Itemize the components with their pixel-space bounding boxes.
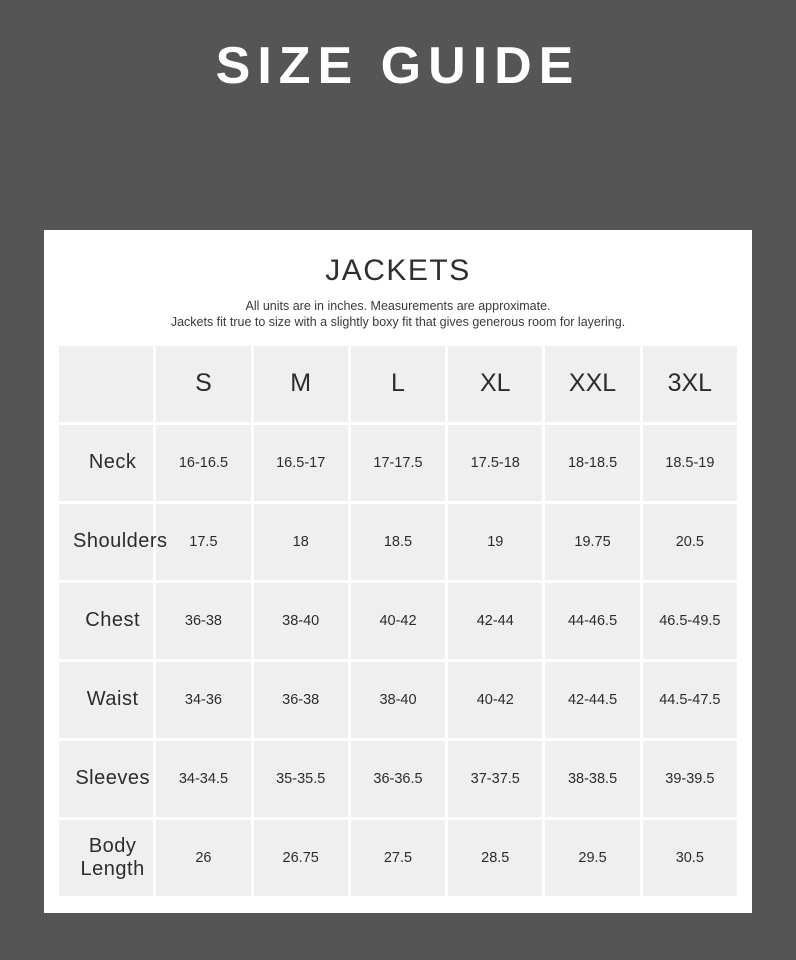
column-header-s: S [156, 346, 250, 422]
cell-shoulders-s: 17.5 [156, 504, 250, 580]
cell-body-length-l: 27.5 [351, 820, 445, 896]
cell-waist-s: 34-36 [156, 662, 250, 738]
cell-neck-s: 16-16.5 [156, 425, 250, 501]
size-table-body [59, 425, 737, 896]
row-label-waist: Waist [59, 662, 153, 738]
cell-body-length-xl: 28.5 [448, 820, 542, 896]
cell-waist-m: 36-38 [254, 662, 348, 738]
cell-neck-l: 17-17.5 [351, 425, 445, 501]
table-row [59, 820, 737, 896]
cell-body-length-s: 26 [156, 820, 250, 896]
cell-sleeves-xxl: 38-38.5 [545, 741, 639, 817]
size-table-head [59, 346, 737, 422]
cell-shoulders-m: 18 [254, 504, 348, 580]
cell-body-length-m: 26.75 [254, 820, 348, 896]
cell-sleeves-3xl: 39-39.5 [643, 741, 737, 817]
cell-waist-3xl: 44.5-47.5 [643, 662, 737, 738]
chart-note-line-2: Jackets fit true to size with a slightly boxy fit that gives generous room for layering. [170, 315, 626, 330]
cell-neck-m: 16.5-17 [254, 425, 348, 501]
column-header-3xl: 3XL [643, 346, 737, 422]
cell-chest-xxl: 44-46.5 [545, 583, 639, 659]
cell-neck-xl: 17.5-18 [448, 425, 542, 501]
row-label-chest: Chest [59, 583, 153, 659]
cell-chest-l: 40-42 [351, 583, 445, 659]
cell-neck-xxl: 18-18.5 [545, 425, 639, 501]
table-row [59, 662, 737, 738]
cell-waist-xl: 40-42 [448, 662, 542, 738]
cell-waist-l: 38-40 [351, 662, 445, 738]
cell-sleeves-l: 36-36.5 [351, 741, 445, 817]
cell-shoulders-l: 18.5 [351, 504, 445, 580]
column-header-l: L [351, 346, 445, 422]
chart-title: JACKETS [325, 254, 471, 287]
table-row [59, 425, 737, 501]
cell-shoulders-xxl: 19.75 [545, 504, 639, 580]
chart-note-line-1: All units are in inches. Measurements are approximate. [245, 299, 551, 313]
cell-waist-xxl: 42-44.5 [545, 662, 639, 738]
table-row [59, 504, 737, 580]
size-chart-card [44, 230, 752, 913]
page-title: SIZE GUIDE [215, 37, 581, 95]
cell-chest-m: 38-40 [254, 583, 348, 659]
cell-sleeves-xl: 37-37.5 [448, 741, 542, 817]
cell-chest-s: 36-38 [156, 583, 250, 659]
table-corner-cell [59, 346, 153, 422]
table-row [59, 741, 737, 817]
row-label-shoulders: Shoulders [59, 504, 153, 580]
cell-chest-3xl: 46.5-49.5 [643, 583, 737, 659]
cell-body-length-xxl: 29.5 [545, 820, 639, 896]
row-label-sleeves: Sleeves [59, 741, 153, 817]
cell-sleeves-s: 34-34.5 [156, 741, 250, 817]
cell-shoulders-xl: 19 [448, 504, 542, 580]
row-label-neck: Neck [59, 425, 153, 501]
table-header-row [59, 346, 737, 422]
cell-neck-3xl: 18.5-19 [643, 425, 737, 501]
cell-body-length-3xl: 30.5 [643, 820, 737, 896]
cell-sleeves-m: 35-35.5 [254, 741, 348, 817]
row-label-body-length-text: Body Length [80, 834, 145, 880]
chart-note [56, 298, 740, 331]
column-header-xl: XL [448, 346, 542, 422]
row-label-body-length [59, 820, 153, 896]
size-table [56, 343, 740, 899]
column-header-xxl: XXL [545, 346, 639, 422]
cell-chest-xl: 42-44 [448, 583, 542, 659]
cell-shoulders-3xl: 20.5 [643, 504, 737, 580]
table-row [59, 583, 737, 659]
column-header-m: M [254, 346, 348, 422]
